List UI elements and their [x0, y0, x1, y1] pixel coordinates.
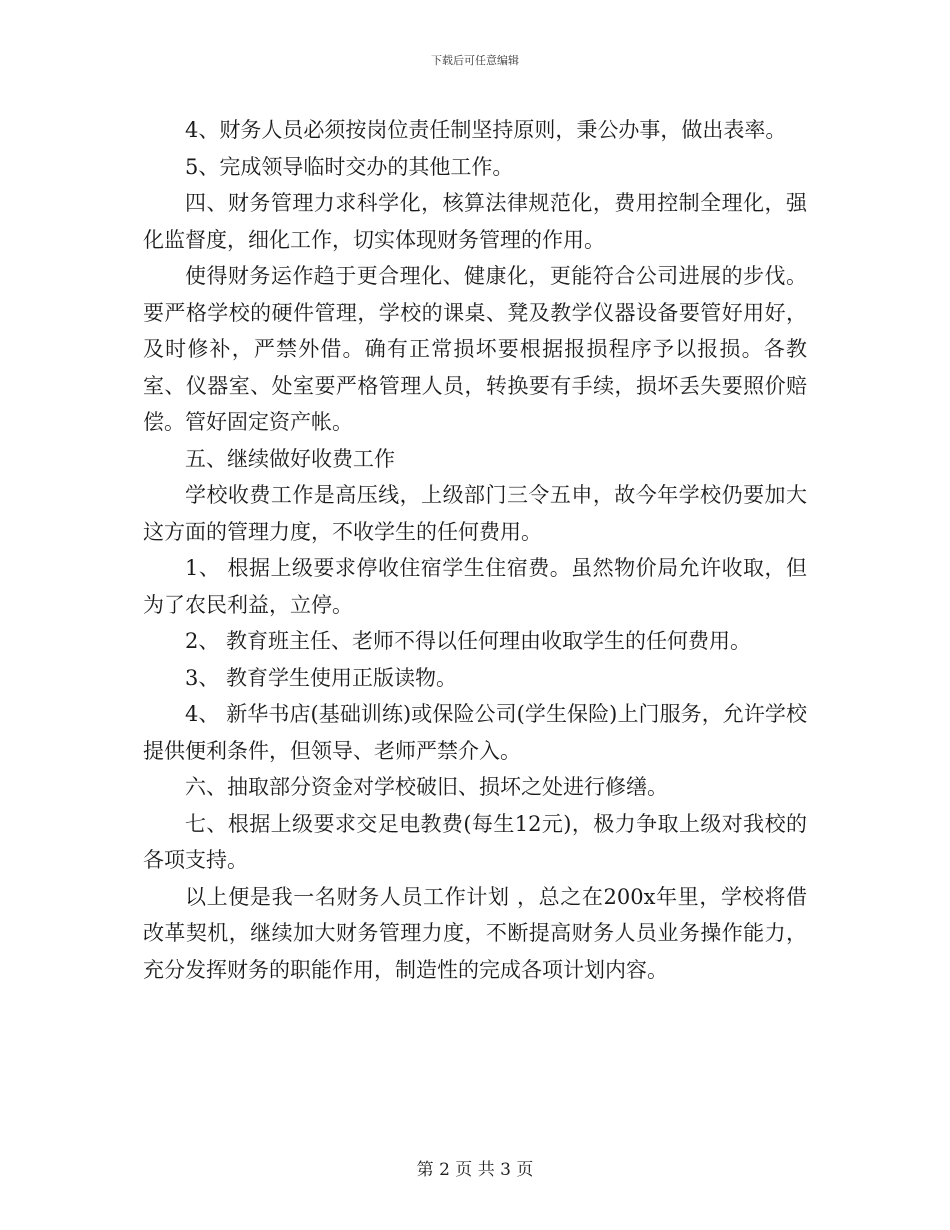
list-item: 2、 教育班主任、老师不得以任何理由收取学生的任何费用。 — [185, 629, 752, 653]
section-heading: 七、根据上级要求交足电教费(每生12元)，极力争取上级对我校的各项支持。 — [143, 811, 807, 872]
list-item: 3、 教育学生使用正版读物。 — [185, 665, 458, 690]
list-item: 4、 新华书店(基础训练)或保险公司(学生保险)上门服务，允许学校提供便利条件，但领导、老师严禁介入。 — [143, 702, 807, 763]
paragraph: 学校收费工作是高压线，上级部门三令五申，故今年学校仍要加大这方面的管理力度，不收学生的任何费用。 — [143, 483, 807, 544]
document-body — [143, 112, 807, 988]
paragraph: 以上便是我一名财务人员工作计划 ，总之在200x年里，学校将借改革契机，继续加大财务管理力度，不断提高财务人员业务操作能力，充分发挥财务的职能作用，制造性的完成各项计划内容。 — [143, 884, 807, 982]
paragraph: 四、财务管理力求科学化，核算法律规范化，费用控制全理化，强化监督度，细化工作，切实体现财务管理的作用。 — [143, 191, 807, 252]
header-note: 下载后可任意编辑 — [431, 54, 519, 67]
paragraph: 5、完成领导临时交办的其他工作。 — [185, 154, 514, 179]
page-number: 第 2 页 共 3 页 — [416, 1160, 534, 1180]
section-heading: 六、抽取部分资金对学校破旧、损坏之处进行修缮。 — [185, 775, 668, 799]
list-item: 1、 根据上级要求停收住宿学生住宿费。虽然物价局允许收取，但为了农民利益，立停。 — [143, 556, 807, 617]
paragraph: 使得财务运作趋于更合理化、健康化，更能符合公司进展的步伐。要严格学校的硬件管理，学校的课桌、凳及教学仪器设备要管好用好，及时修补，严禁外借。确有正常损坏要根据报损程序予以报损。各教室、仪器室、处室要严格管理人员，转换要有手续，损坏丢失要照价赔偿。管好固定资产帐。 — [143, 264, 807, 434]
paragraph: 4、财务人员必须按岗位责任制坚持原则，秉公办事，做出表率。 — [185, 118, 787, 142]
section-heading: 五、继续做好收费工作 — [185, 446, 395, 471]
